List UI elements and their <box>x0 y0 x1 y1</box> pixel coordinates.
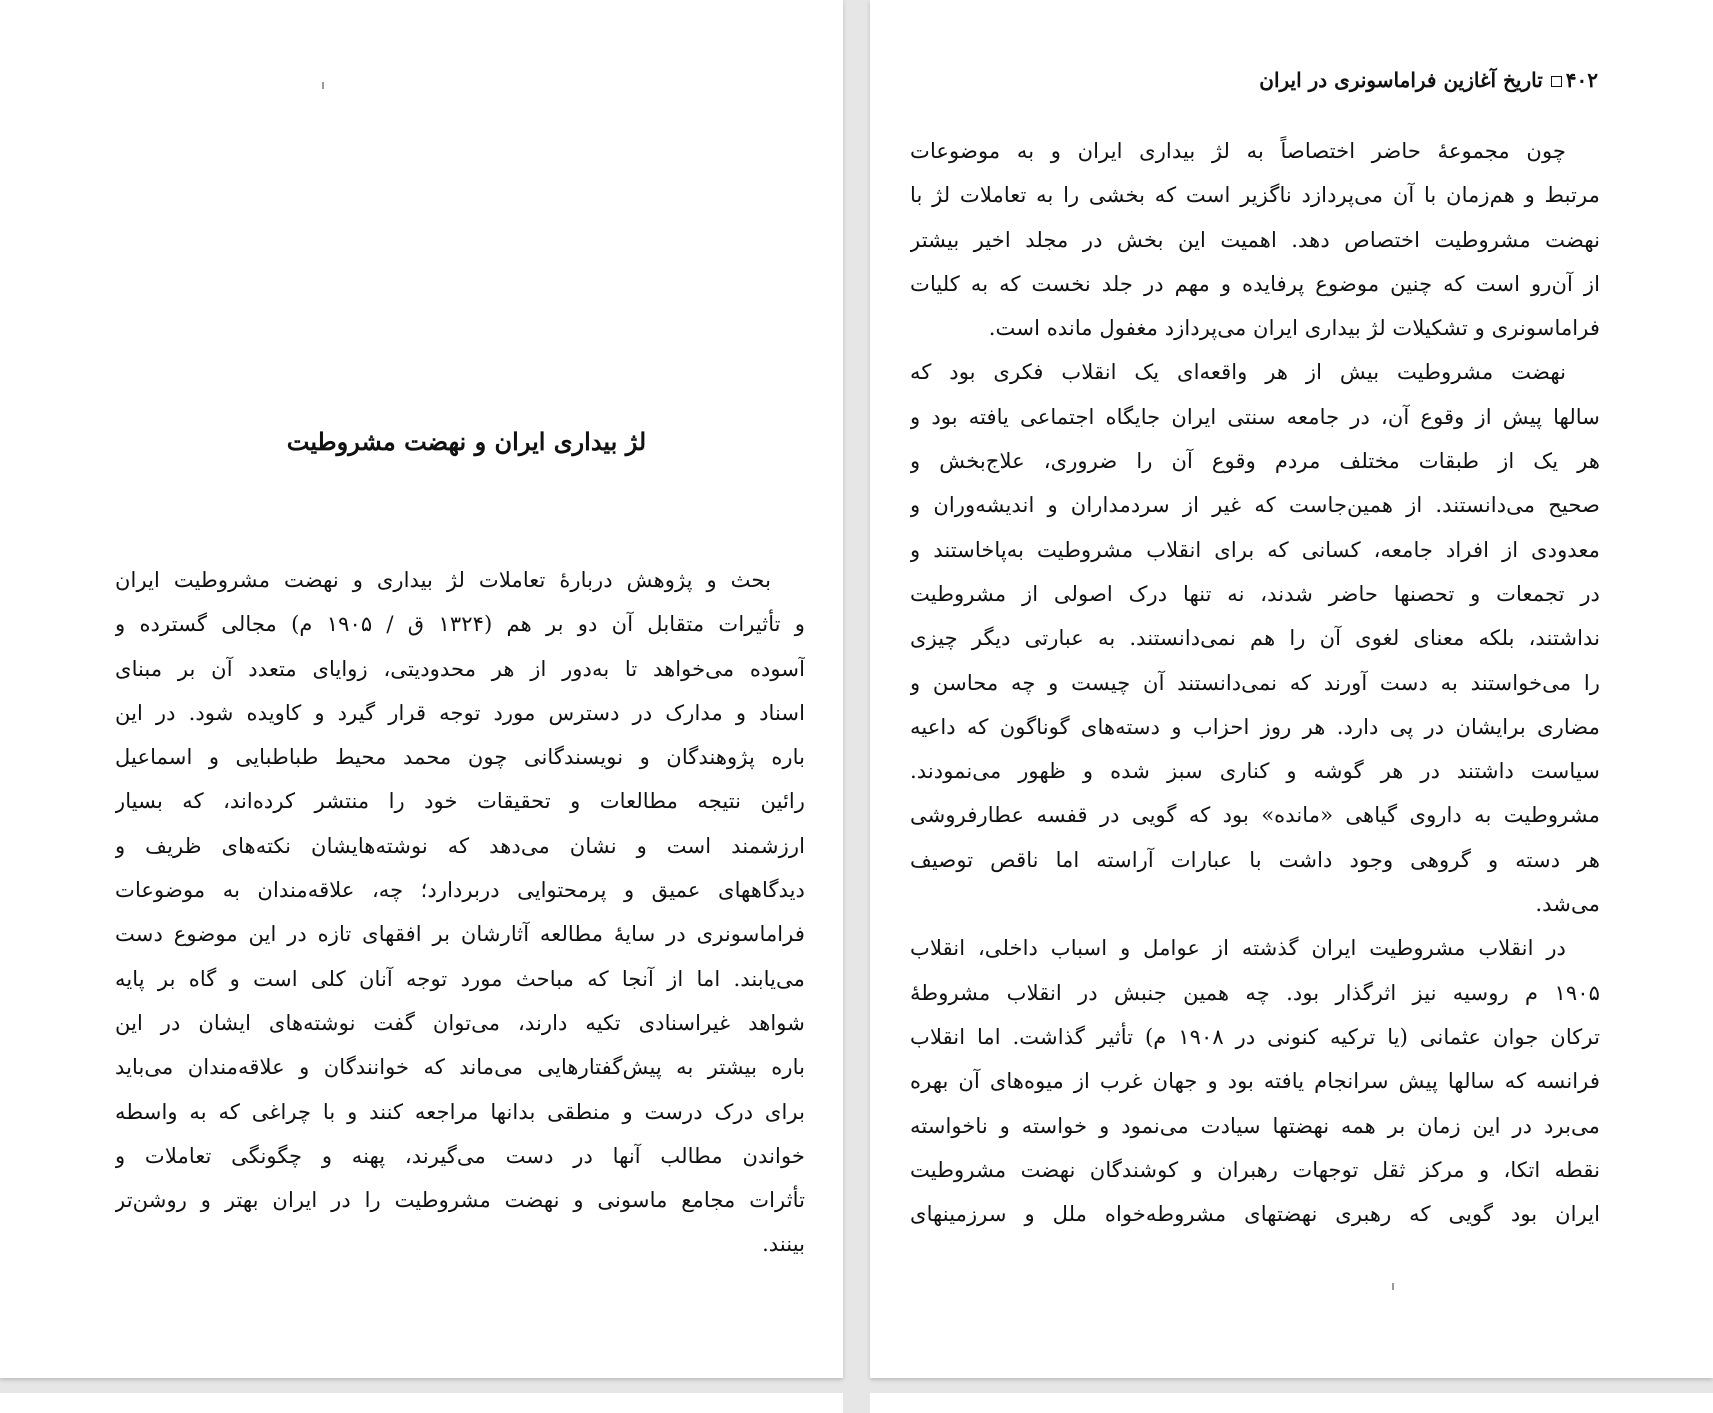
text-line: رائین نتیجه مطالعات و تحقیقات خود را منتشر کرده‌اند، که بسیار <box>115 788 805 814</box>
running-head <box>1259 68 1598 92</box>
text-line: و تأثیرات متقابل آن دو بر هم (۱۳۲۴ ق / ۱۹۰۵ م) مجالی گسترده و <box>115 611 805 637</box>
text-line: باره پژوهندگان و نویسندگانی چون محمد محیط طباطبایی و اسماعیل <box>115 744 805 770</box>
text-line: ۱۹۰۵ م روسیه نیز اثرگذار بود. چه همین جنبش در انقلاب مشروطهٔ <box>910 979 1600 1005</box>
text-line: فرانسه که سالها پیش سرانجام یافته بود و جهان غرب از میوه‌های آن بهره <box>910 1068 1600 1094</box>
next-page-edge-left <box>0 1393 843 1413</box>
text-line: نهضت مشروطیت بیش از هر واقعه‌ای یک انقلاب فکری بود که <box>910 359 1566 385</box>
text-line: نداشتند، بلکه معنای لغوی آن را هم نمی‌دانستند. به عبارتی دیگر چیزی <box>910 625 1600 651</box>
text-line: صحیح می‌دانستند. از همین‌جاست که غیر از سردمداران و اندیشه‌وران و <box>910 492 1600 518</box>
text-line: مرتبط و هم‌زمان با آن می‌پردازد ناگزیر است که بخشی را به تعاملات لژ با <box>910 182 1600 208</box>
text-line: می‌برد در این زمان بر همه نهضتها سیادت می‌نمود و خواسته و ناخواسته <box>910 1112 1600 1138</box>
text-line: شواهد غیراسنادی تکیه دارند، می‌توان گفت نوشته‌های ایشان در این <box>115 1009 805 1035</box>
text-line: فراماسونری در سایهٔ مطالعه آثارشان بر افقهای تازه در این موضوع دست <box>115 921 805 947</box>
text-line: سیاست داشتند در هر گوشه و کناری سبز شده و ظهور می‌نمودند. <box>910 758 1600 784</box>
chapter-title: لژ بیداری ایران و نهضت مشروطیت <box>286 427 647 456</box>
text-line: خواندن مطالب آنها در دست می‌گیرند، پهنه و چگونگی تعاملات و <box>115 1142 805 1168</box>
text-line: می‌شد. <box>1535 891 1600 917</box>
text-line: آسوده می‌خواهد تا به‌دور از هر محدودیتی، زوایای متعدد آن بر مبنای <box>115 655 805 681</box>
text-line: مضاری برایشان در پی دارد. هر روز احزاب و دسته‌های گوناگون که داعیه <box>910 713 1600 739</box>
scan-speck <box>322 82 324 89</box>
text-line: فراماسونری و تشکیلات لژ بیداری ایران می‌پردازد مغفول مانده است. <box>988 315 1600 341</box>
text-line: ارزشمند است و نشان می‌دهد که نوشته‌هایشان نکته‌های ظریف و <box>115 832 805 858</box>
text-line: هر دسته و گروهی وجود داشت با عبارات آراسته اما ناقص توصیف <box>910 846 1600 872</box>
page-number: ۴۰۲ <box>1565 68 1598 92</box>
text-line: هر یک از طبقات مختلف مردم وقوع آن را ضروری، علاج‌بخش و <box>910 448 1600 474</box>
left-body-text <box>115 558 805 1267</box>
left-page <box>0 0 843 1378</box>
text-line: نقطه اتکا، و مرکز ثقل توجهات رهبران و کوشندگان نهضت مشروطیت <box>910 1156 1600 1182</box>
text-line: می‌یابند. اما از آنجا که مباحث مورد توجه آنان کلی است و گاه بر پایه <box>115 965 805 991</box>
text-line: ایران بود گویی که رهبری نهضتهای مشروطه‌خواه ملل و سرزمینهای <box>910 1201 1600 1227</box>
text-line: دیدگاههای عمیق و پرمحتوایی دربردارد؛ چه، علاقه‌مندان به موضوعات <box>115 877 805 903</box>
text-line: را می‌خواستند به دست آورند که نمی‌دانستند آن چیست و چه محاسن و <box>910 669 1600 695</box>
text-line: از آن‌رو است که چنین موضوع پرفایده و مهم در جلد نخست که به کلیات <box>910 270 1600 296</box>
text-line: اسناد و مدارک در دسترس مورد توجه قرار گیرد و کاویده شود. در این <box>115 699 805 725</box>
text-line: باره بیشتر به پیش‌گفتارهایی می‌ماند که خوانندگان و علاقه‌مندان می‌باید <box>115 1054 805 1080</box>
text-line: نهضت مشروطیت اختصاص دهد. اهمیت این بخش در مجلد اخیر بیشتر <box>910 226 1600 252</box>
text-line: بحث و پژوهش دربارهٔ تعاملات لژ بیداری و نهضت مشروطیت ایران <box>115 567 771 592</box>
text-line: چون مجموعهٔ حاضر اختصاصاً به لژ بیداری ایران و به موضوعات <box>910 138 1566 163</box>
next-page-edge-right <box>870 1393 1713 1413</box>
text-line: بینند. <box>762 1231 805 1257</box>
square-ornament-icon <box>1551 76 1562 87</box>
text-line: برای درک درست و منطقی بدانها مراجعه کنند و با چراغی که به واسطه <box>115 1098 805 1124</box>
text-line: در انقلاب مشروطیت ایران گذشته از عوامل و اسباب داخلی، انقلاب <box>910 935 1566 961</box>
text-line: معدودی از افراد جامعه، کسانی که برای انقلاب مشروطیت به‌پاخاستند و <box>910 536 1600 562</box>
text-line: ترکان جوان عثمانی (یا ترکیه کنونی در ۱۹۰۸ م) تأثیر گذاشت. اما انقلاب <box>910 1023 1600 1049</box>
scan-speck <box>1392 1283 1394 1290</box>
running-head-title: تاریخ آغازین فراماسونری در ایران <box>1259 68 1543 92</box>
text-line: سالها پیش از وقوع آن، در جامعه سنتی ایران جایگاه اجتماعی یافته بود و <box>910 403 1600 429</box>
text-line: تأثرات مجامع ماسونی و نهضت مشروطیت را در ایران بهتر و روشن‌تر <box>115 1187 805 1213</box>
text-line: در تجمعات و تحصنها حاضر شدند، نه تنها درک اصولی از مشروطیت <box>910 580 1600 606</box>
right-body-text <box>910 129 1600 1236</box>
right-page <box>870 0 1713 1378</box>
text-line: مشروطیت به داروی گیاهی «مانده» بود که گویی در قفسه عطارفروشی <box>910 802 1600 828</box>
